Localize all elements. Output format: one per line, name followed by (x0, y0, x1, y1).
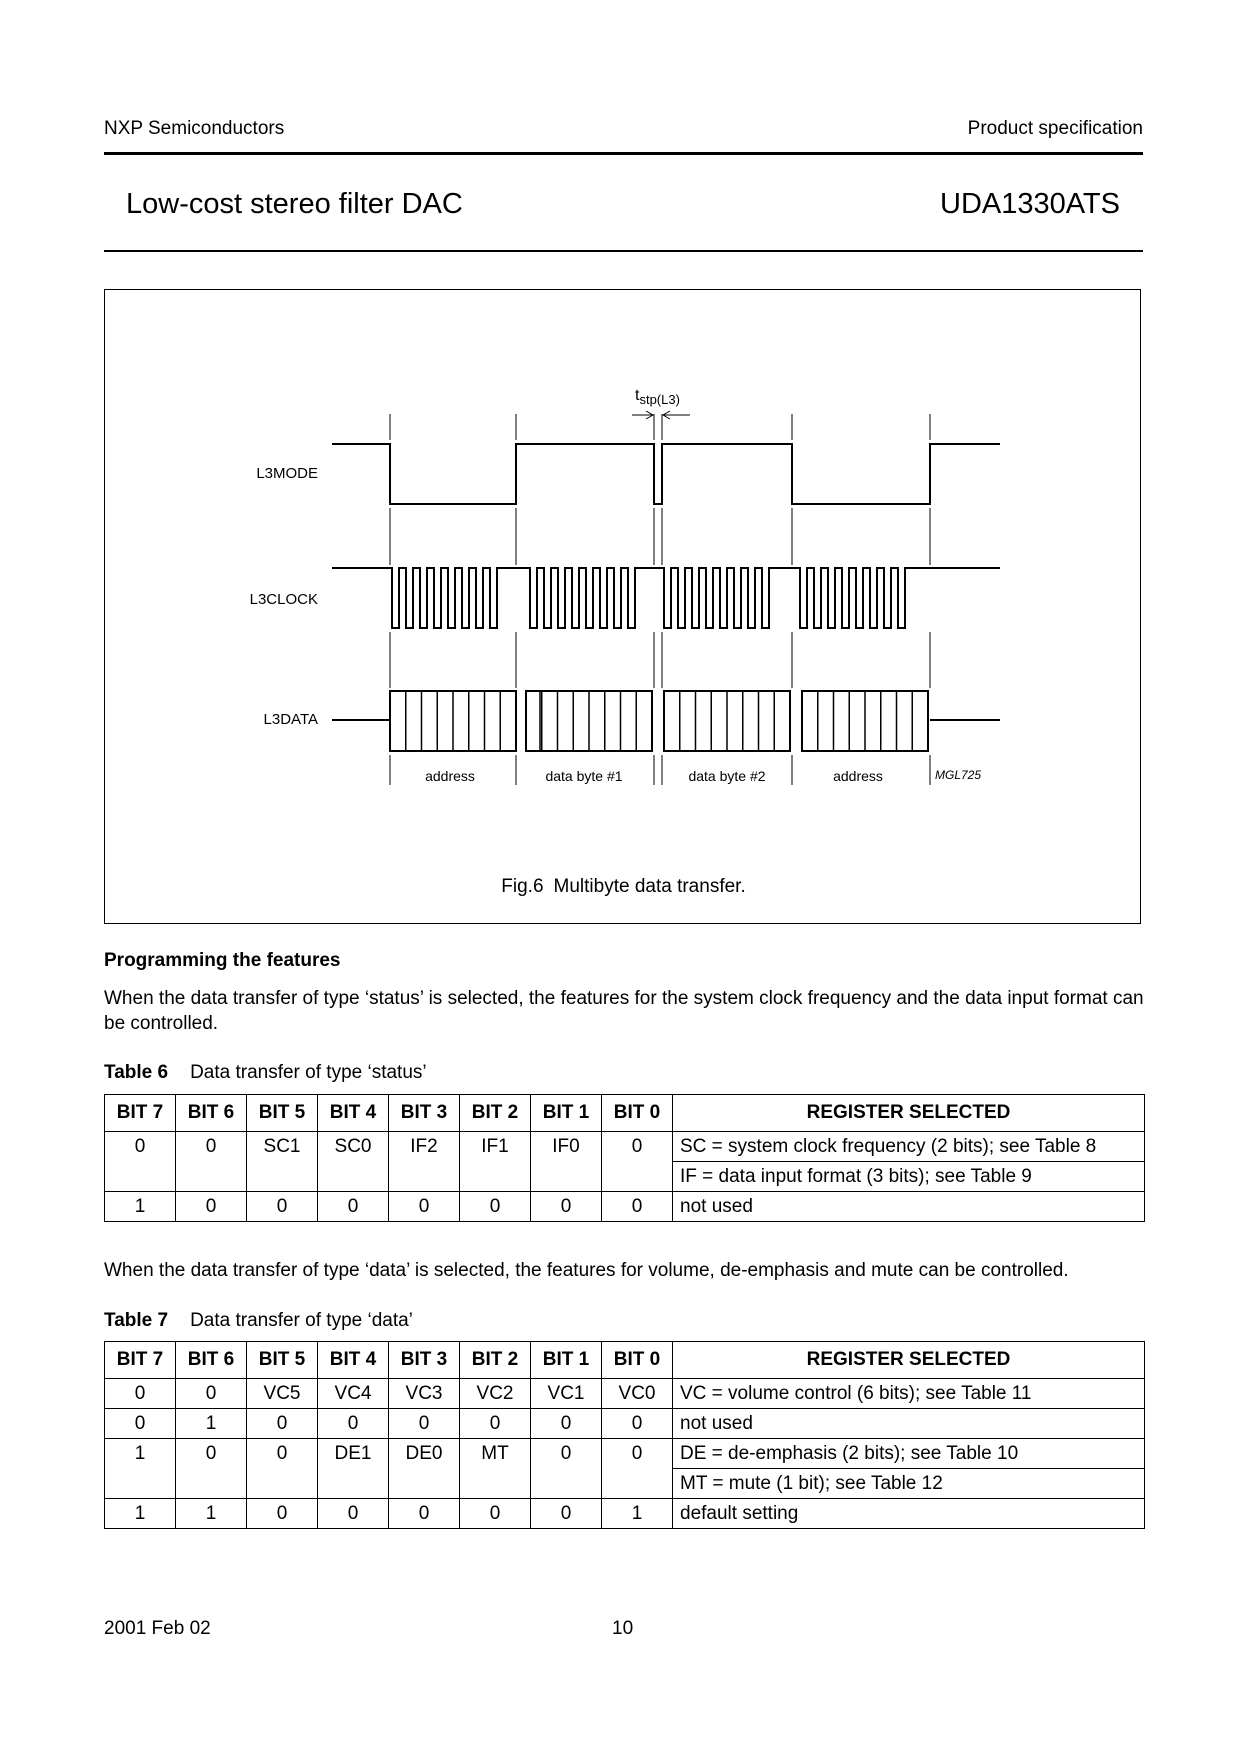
register-cell: DE = de-emphasis (2 bits); see Table 10 (673, 1439, 1145, 1469)
bit-cell: 0 (602, 1132, 673, 1162)
bit-cell: MT (460, 1439, 531, 1469)
bit-cell: 0 (105, 1379, 176, 1409)
column-header: BIT 6 (176, 1342, 247, 1379)
column-header: BIT 7 (105, 1342, 176, 1379)
section-heading: Programming the features (104, 950, 341, 971)
table-row (105, 1409, 1145, 1439)
column-header: BIT 6 (176, 1095, 247, 1132)
l3data-label: L3DATA (263, 711, 318, 728)
bit-cell: DE0 (389, 1439, 460, 1469)
bit-cell: 0 (460, 1499, 531, 1529)
bit-cell: 0 (247, 1439, 318, 1469)
bit-cell: VC3 (389, 1379, 460, 1409)
table6-caption (104, 1062, 427, 1084)
bit-cell: 1 (176, 1409, 247, 1439)
register-cell: not used (673, 1192, 1145, 1222)
bit-cell: 0 (531, 1439, 602, 1469)
bit-cell: SC0 (318, 1132, 389, 1162)
bit-cell: 0 (531, 1192, 602, 1222)
bit-cell: 0 (389, 1192, 460, 1222)
column-header: BIT 7 (105, 1095, 176, 1132)
bit-cell: VC0 (602, 1379, 673, 1409)
table-header-row (105, 1095, 1145, 1132)
intro-paragraph: When the data transfer of type ‘status’ is selected, the features for the system clock frequency and the data input format can be controlled. (104, 988, 1144, 1034)
column-header: BIT 3 (389, 1095, 460, 1132)
bit-cell: 0 (602, 1409, 673, 1439)
column-header: BIT 2 (460, 1095, 531, 1132)
l3clock-wave (332, 568, 1000, 628)
segment-label-address-1: address (425, 768, 475, 784)
column-header: BIT 4 (318, 1095, 389, 1132)
bit-cell: 0 (460, 1409, 531, 1439)
table-row (105, 1162, 1145, 1192)
column-header: BIT 2 (460, 1342, 531, 1379)
l3mode-wave (332, 444, 1000, 504)
bit-cell: 0 (318, 1499, 389, 1529)
bit-cell: VC1 (531, 1379, 602, 1409)
column-header: BIT 4 (318, 1342, 389, 1379)
bit-cell: 1 (602, 1499, 673, 1529)
bit-cell: 0 (105, 1409, 176, 1439)
figure-number: Fig.6 (501, 876, 544, 897)
bit-cell: 0 (247, 1192, 318, 1222)
bit-cell: 0 (176, 1379, 247, 1409)
timing-symbol: $t_{stp(L3)}$ (635, 387, 680, 407)
bit-cell: 0 (176, 1439, 247, 1469)
bit-cell: 0 (531, 1409, 602, 1439)
bit-cell: IF0 (531, 1132, 602, 1162)
table-row (105, 1499, 1145, 1529)
bit-cell: 0 (389, 1409, 460, 1439)
column-header: BIT 3 (389, 1342, 460, 1379)
bit-cell: 0 (105, 1132, 176, 1162)
bit-cell: 0 (176, 1192, 247, 1222)
figure-code: MGL725 (935, 768, 982, 782)
footer-date: 2001 Feb 02 (104, 1618, 211, 1639)
table-row (105, 1379, 1145, 1409)
table-row (105, 1192, 1145, 1222)
bit-cell: 1 (105, 1192, 176, 1222)
register-cell: IF = data input format (3 bits); see Table 9 (673, 1162, 1145, 1192)
column-header: BIT 5 (247, 1095, 318, 1132)
column-header: BIT 1 (531, 1095, 602, 1132)
waveforms (332, 444, 1000, 751)
l3clock-label: L3CLOCK (249, 591, 318, 608)
bit-cell: 0 (318, 1409, 389, 1439)
figure-caption-text: Multibyte data transfer. (553, 876, 746, 897)
table-row (105, 1469, 1145, 1499)
bit-cell: 0 (247, 1499, 318, 1529)
column-header: REGISTER SELECTED (673, 1095, 1145, 1132)
bit-cell: VC5 (247, 1379, 318, 1409)
table7 (104, 1341, 1145, 1529)
table7-title: Data transfer of type ‘data’ (190, 1310, 413, 1331)
column-header: BIT 0 (602, 1342, 673, 1379)
table6 (104, 1094, 1145, 1222)
table7-caption (104, 1310, 413, 1332)
table-row (105, 1132, 1145, 1162)
column-header: BIT 5 (247, 1342, 318, 1379)
bit-cell: 0 (247, 1409, 318, 1439)
bit-cell: IF2 (389, 1132, 460, 1162)
figure-caption (104, 876, 1143, 898)
register-cell: SC = system clock frequency (2 bits); see Table 8 (673, 1132, 1145, 1162)
part-number: UDA1330ATS (940, 188, 1120, 220)
register-cell: default setting (673, 1499, 1145, 1529)
table-row (105, 1439, 1145, 1469)
column-header: BIT 1 (531, 1342, 602, 1379)
bit-cell: 0 (460, 1192, 531, 1222)
segment-label-data-byte-2: data byte #2 (688, 768, 766, 784)
bit-cell: VC2 (460, 1379, 531, 1409)
bit-cell: 0 (318, 1192, 389, 1222)
column-header: BIT 0 (602, 1095, 673, 1132)
bit-cell: VC4 (318, 1379, 389, 1409)
bit-cell: 0 (389, 1499, 460, 1529)
table-header-row (105, 1342, 1145, 1379)
document-type: Product specification (967, 118, 1143, 139)
column-header: REGISTER SELECTED (673, 1342, 1145, 1379)
table6-label: Table 6 (104, 1062, 169, 1083)
bit-cell: 0 (176, 1132, 247, 1162)
segment-label-address-2: address (833, 768, 883, 784)
bit-cell: IF1 (460, 1132, 531, 1162)
bit-cell: 1 (105, 1499, 176, 1529)
data-transfer-paragraph: When the data transfer of type ‘data’ is selected, the features for volume, de-emphasis and mute can be controlled. (104, 1260, 1069, 1281)
company-name: NXP Semiconductors (104, 118, 285, 139)
bit-cell: SC1 (247, 1132, 318, 1162)
register-cell: not used (673, 1409, 1145, 1439)
register-cell: MT = mute (1 bit); see Table 12 (673, 1469, 1145, 1499)
bit-cell: 1 (105, 1439, 176, 1469)
register-cell: VC = volume control (6 bits); see Table 11 (673, 1379, 1145, 1409)
table7-label: Table 7 (104, 1310, 169, 1331)
bit-cell: DE1 (318, 1439, 389, 1469)
segment-label-data-byte-1: data byte #1 (545, 768, 623, 784)
bit-cell: 0 (531, 1499, 602, 1529)
l3mode-label: L3MODE (256, 465, 318, 482)
bit-cell: 0 (602, 1439, 673, 1469)
document-title: Low-cost stereo filter DAC (126, 188, 463, 220)
table6-title: Data transfer of type ‘status’ (190, 1062, 427, 1083)
bit-cell: 0 (602, 1192, 673, 1222)
bit-cell: 1 (176, 1499, 247, 1529)
page-number: 10 (612, 1618, 634, 1639)
